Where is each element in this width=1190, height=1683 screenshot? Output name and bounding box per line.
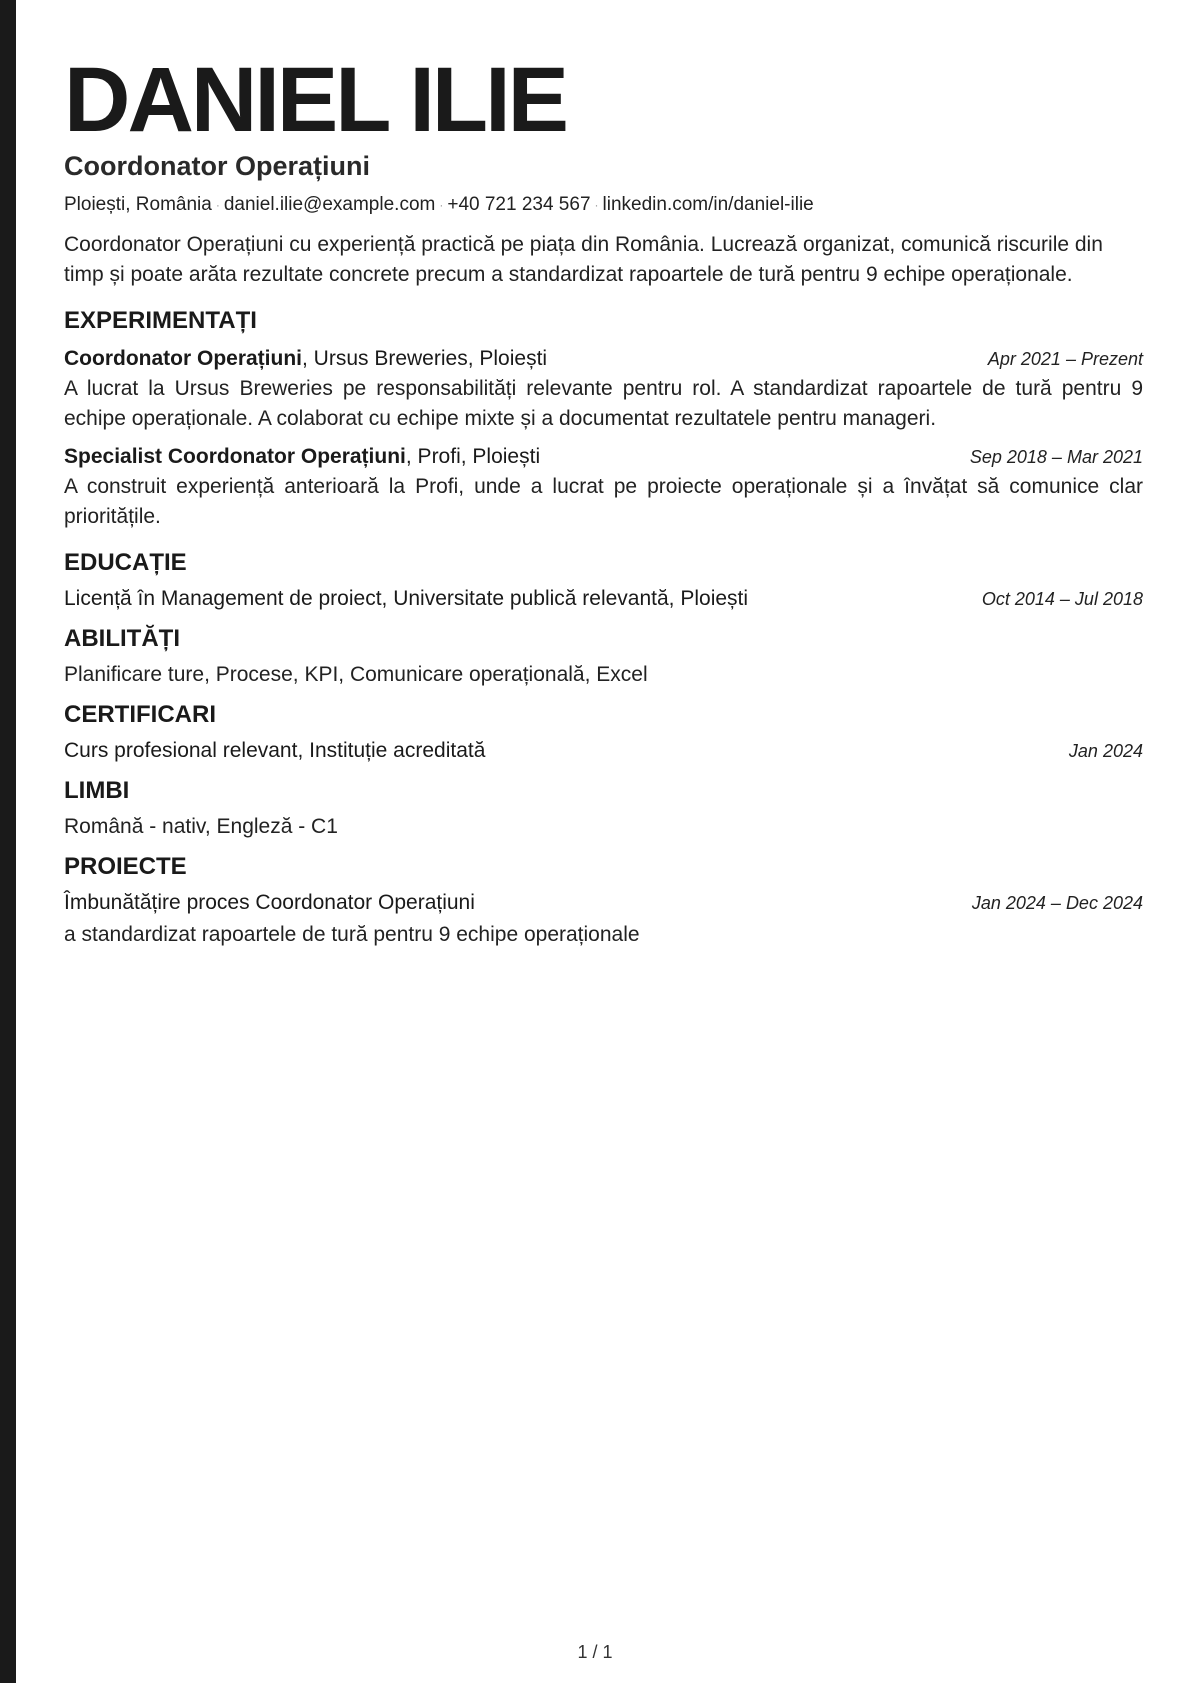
project-item-header (64, 888, 1143, 918)
experience-item (64, 442, 1143, 532)
contact-line (64, 192, 1143, 218)
project-title: Îmbunătățire proces Coordonator Operațiuni (64, 891, 475, 915)
certification-line: Curs profesional relevant, Instituție acreditată (64, 739, 486, 763)
section-heading-education: EDUCAȚIE (64, 549, 187, 577)
experience-item-header (64, 344, 1143, 374)
contact-separator: · (594, 198, 599, 212)
experience-item (64, 344, 1143, 434)
skills-line: Planificare ture, Procese, KPI, Comunicare operațională, Excel (64, 663, 648, 687)
section-heading-certifications: CERTIFICARI (64, 701, 216, 729)
left-accent-bar (0, 0, 16, 1683)
education-line: Licență în Management de proiect, Universitate publică relevantă, Ploiești (64, 587, 749, 611)
experience-item-header (64, 442, 1143, 472)
projects-section (64, 852, 1143, 950)
contact-phone[interactable]: +40 721 234 567 (447, 194, 591, 216)
section-heading-experience: EXPERIMENTAȚI (64, 307, 257, 335)
experience-section (64, 306, 1143, 532)
education-date: Oct 2014 – Jul 2018 (981, 589, 1143, 610)
job-title: Coordonator Operațiuni (64, 347, 302, 371)
certification-date: Jan 2024 (1068, 741, 1143, 762)
languages-section (64, 776, 1143, 842)
skills-section (64, 624, 1143, 690)
project-date: Jan 2024 – Dec 2024 (971, 893, 1143, 914)
candidate-name: DANIEL ILIE (64, 49, 567, 151)
contact-separator: · (215, 198, 220, 212)
education-item (64, 584, 1143, 614)
section-heading-projects: PROIECTE (64, 853, 187, 881)
job-description: A lucrat la Ursus Breweries pe responsabilități relevante pentru rol. A standardizat rapoartele de tură pentru 9 echipe operaționale. A colaborat cu echipe mixte și a documentat rezultatele pentru manageri. (64, 377, 1143, 431)
contact-email[interactable]: daniel.ilie@example.com (223, 194, 436, 216)
job-org: , Profi, Ploiești (405, 445, 541, 469)
job-org: , Ursus Breweries, Ploiești (302, 347, 548, 371)
job-date: Sep 2018 – Mar 2021 (969, 447, 1143, 468)
contact-separator: · (439, 198, 444, 212)
contact-linkedin[interactable]: linkedin.com/in/daniel-ilie (602, 194, 814, 216)
experience-item-heading (64, 344, 547, 374)
languages-line: Română - nativ, Engleză - C1 (64, 815, 338, 839)
job-date: Apr 2021 – Prezent (987, 349, 1143, 370)
experience-item-heading (64, 442, 540, 472)
certification-item (64, 736, 1143, 766)
candidate-role: Coordonator Operațiuni (64, 151, 370, 181)
certifications-section (64, 700, 1143, 766)
job-description: A construit experiență anterioară la Profi, unde a lucrat pe proiecte operaționale și a învățat să comunice clar prioritățile. (64, 475, 1143, 529)
section-heading-languages: LIMBI (64, 777, 130, 805)
profile-summary: Coordonator Operațiuni cu experiență practică pe piața din România. Lucrează organizat, comunică riscurile din timp și poate arăta rezultate concrete precum a standardizat rapoartele de tură pentru 9 echipe operaționale. (64, 233, 1103, 287)
job-title: Specialist Coordonator Operațiuni (64, 445, 406, 469)
project-description: a standardizat rapoartele de tură pentru 9 echipe operaționale (64, 923, 640, 947)
resume-page (64, 49, 1143, 950)
page-indicator: 1 / 1 (577, 1642, 613, 1662)
contact-location: Ploiești, România (64, 194, 212, 216)
section-heading-skills: ABILITĂȚI (64, 625, 180, 653)
education-section (64, 548, 1143, 614)
